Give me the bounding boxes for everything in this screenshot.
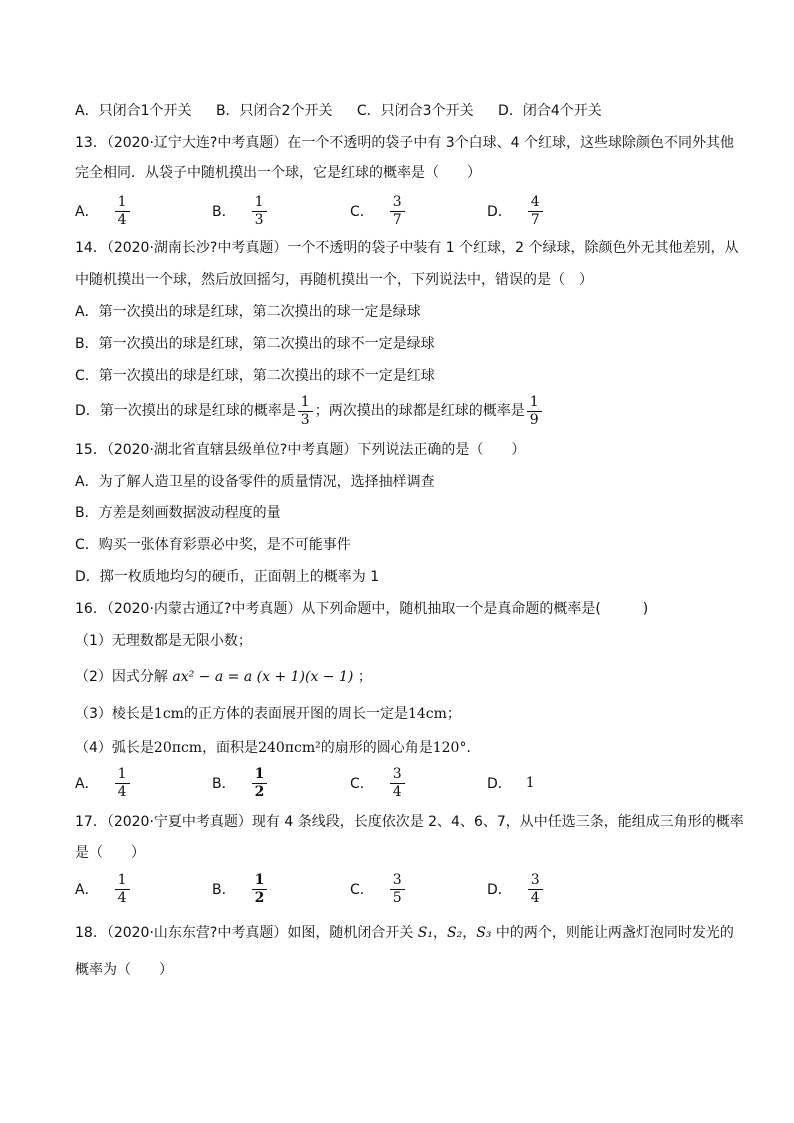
fraction-numerator: 1: [254, 871, 265, 888]
fraction-denominator: 5: [390, 889, 405, 907]
statement-text: ．: [466, 740, 481, 756]
fraction-denominator: 4: [115, 889, 130, 907]
q17-option-d: [487, 869, 545, 909]
fraction-numerator: 1: [254, 765, 265, 782]
q14-option-b: B．第一次摸出的球是红球，第二次摸出的球不一定是绿球: [75, 336, 435, 352]
fraction-denominator: 2: [252, 889, 268, 907]
option-label: A．: [75, 882, 99, 898]
statement-text: （4）弧长是: [75, 740, 154, 756]
q18-stem-line1: 18．（2020·山东东营?中考真题）如图，随机闭合开关 S₁，S₂，S₃ 中的两个，则能让两盏灯泡同时发光的: [75, 925, 734, 941]
fraction-numerator: 1: [300, 393, 310, 410]
q17-stem-line2: 是（ ）: [75, 845, 145, 861]
q16-option-c: [350, 763, 407, 803]
fraction-numerator: 1: [117, 871, 127, 888]
fraction-numerator: 4: [530, 193, 540, 210]
q16-stem: 16．（2020·内蒙古通辽?中考真题）从下列命题中，随机抽取一个是真命题的概率是( ): [75, 601, 649, 617]
option-label: B．: [212, 882, 236, 898]
fraction-denominator: 7: [390, 211, 405, 229]
fraction-numerator: 1: [117, 193, 127, 210]
fraction-denominator: 4: [115, 783, 130, 801]
q14-option-d: [75, 391, 544, 431]
q12-option-d: D．闭合4个开关: [498, 103, 602, 119]
q14-option-d-text2: ；两次摸出的球都是红球的概率是: [314, 403, 525, 419]
q16-option-d: [487, 763, 535, 803]
option-label: C．: [350, 204, 374, 220]
math-expression: 20πcm: [153, 740, 203, 756]
fraction-numerator: 3: [392, 765, 402, 782]
option-label: D．: [487, 776, 512, 792]
q13-option-b: [212, 191, 269, 231]
q16-option-b: [212, 763, 269, 803]
q16-statement-2: [75, 667, 372, 687]
switch-s2: S₂: [446, 925, 463, 941]
q13-stem-line2: 完全相同．从袋子中随机摸出一个球，它是红球的概率是（ ）: [75, 165, 481, 181]
q14-stem-line1: 14．（2020·湖南长沙?中考真题）一个不透明的袋子中装有 1 个红球，2 个绿球，除颜色外无其他差别，从: [75, 240, 739, 256]
statement-text: 中的两个，则能让两盏灯泡同时发光的: [495, 925, 734, 941]
statement-text: ，面积是: [202, 740, 259, 756]
statement-text: ；: [446, 706, 461, 722]
q13-options: [75, 191, 775, 231]
q15-option-c: C．购买一张体育彩票必中奖，是不可能事件: [75, 537, 351, 553]
q17-option-a: [75, 869, 132, 909]
q17-stem-line1: 17．（2020·宁夏中考真题）现有 4 条线段，长度依次是 2、4、6、7，从中任选三条，能组成三角形的概率: [75, 814, 744, 830]
q18-stem-line2: 概率为（ ）: [75, 962, 173, 978]
q15-option-a: A．为了解人造卫星的设备零件的质量情况，选择抽样调查: [75, 474, 435, 490]
fraction-denominator: 4: [390, 783, 405, 801]
math-expression: 14cm: [407, 706, 447, 722]
q17-option-b: [212, 869, 269, 909]
statement-text: （2）因式分解: [75, 669, 168, 685]
fraction-denominator: 4: [115, 211, 130, 229]
switch-s3: S₃: [476, 925, 492, 941]
q14-option-d-text1: D．第一次摸出的球是红球的概率是: [75, 403, 296, 419]
option-label: C．: [350, 882, 374, 898]
fraction-numerator: 3: [392, 193, 402, 210]
statement-text: 18．（2020·山东东营?中考真题）如图，随机闭合开关: [75, 925, 414, 941]
q15-option-d: D．掷一枚质地均匀的硬币，正面朝上的概率为 1: [75, 569, 380, 585]
math-expression: ax² − a = a (x + 1)(x − 1): [172, 669, 354, 685]
fraction-denominator: 9: [527, 411, 542, 429]
q16-statement-4: [75, 738, 480, 758]
q12-options: [75, 101, 602, 121]
fraction-denominator: 3: [252, 211, 267, 229]
option-label: B．: [212, 204, 236, 220]
q13-option-d: [487, 191, 545, 231]
fraction-numerator: 3: [392, 871, 402, 888]
statement-text: ；: [357, 669, 372, 685]
fraction-denominator: 7: [528, 211, 543, 229]
q16-option-a: [75, 763, 132, 803]
q13-option-c: [350, 191, 407, 231]
fraction-numerator: 1: [254, 193, 264, 210]
math-expression: 120°: [432, 740, 467, 756]
fraction-denominator: 4: [528, 889, 543, 907]
q16-options: [75, 763, 775, 803]
q15-stem: 15．（2020·湖北省直辖县级单位?中考真题）下列说法正确的是（ ）: [75, 442, 526, 458]
q13-option-a: [75, 191, 132, 231]
fraction-denominator: 2: [252, 783, 268, 801]
q16-statement-1: （1）无理数都是无限小数；: [75, 633, 252, 649]
fraction-denominator: 3: [298, 411, 313, 429]
q14-option-a: A．第一次摸出的球是红球，第二次摸出的球一定是绿球: [75, 304, 421, 320]
option-label: A．: [75, 776, 99, 792]
fraction-numerator: 1: [117, 765, 127, 782]
q12-option-a: A．只闭合1个开关: [75, 103, 192, 119]
option-label: B．: [212, 776, 236, 792]
statement-text: （3）棱长是: [75, 706, 154, 722]
q17-options: [75, 869, 775, 909]
switch-s1: S₁: [417, 925, 433, 941]
fraction-numerator: 3: [530, 871, 540, 888]
q17-option-c: [350, 869, 407, 909]
q14-stem-line2: 中随机摸出一个球，然后放回摇匀，再随机摸出一个，下列说法中，错误的是（ ）: [75, 272, 593, 288]
q15-option-b: B．方差是刻画数据波动程度的量: [75, 505, 281, 521]
q12-option-b: B．只闭合2个开关: [215, 103, 333, 119]
q14-option-c: C．第一次摸出的球是红球，第二次摸出的球不一定是红球: [75, 368, 435, 384]
option-label: D．: [487, 882, 512, 898]
math-expression: 1cm: [153, 706, 184, 722]
fraction-numerator: 1: [529, 393, 539, 410]
statement-text: 的正方体的表面展开图的周长一定是: [183, 706, 408, 722]
option-label: A．: [75, 204, 99, 220]
statement-text: 的扇形的圆心角是: [320, 740, 433, 756]
q16-statement-3: [75, 704, 461, 724]
math-expression: 240πcm²: [258, 740, 321, 756]
option-label: D．: [487, 204, 512, 220]
q12-option-c: C．只闭合3个开关: [356, 103, 474, 119]
q13-stem-line1: 13．（2020·辽宁大连?中考真题）在一个不透明的袋子中有 3个白球、4 个红球，这些球除颜色不同外其他: [75, 135, 735, 151]
option-label: C．: [350, 776, 374, 792]
option-value: 1: [525, 775, 535, 791]
